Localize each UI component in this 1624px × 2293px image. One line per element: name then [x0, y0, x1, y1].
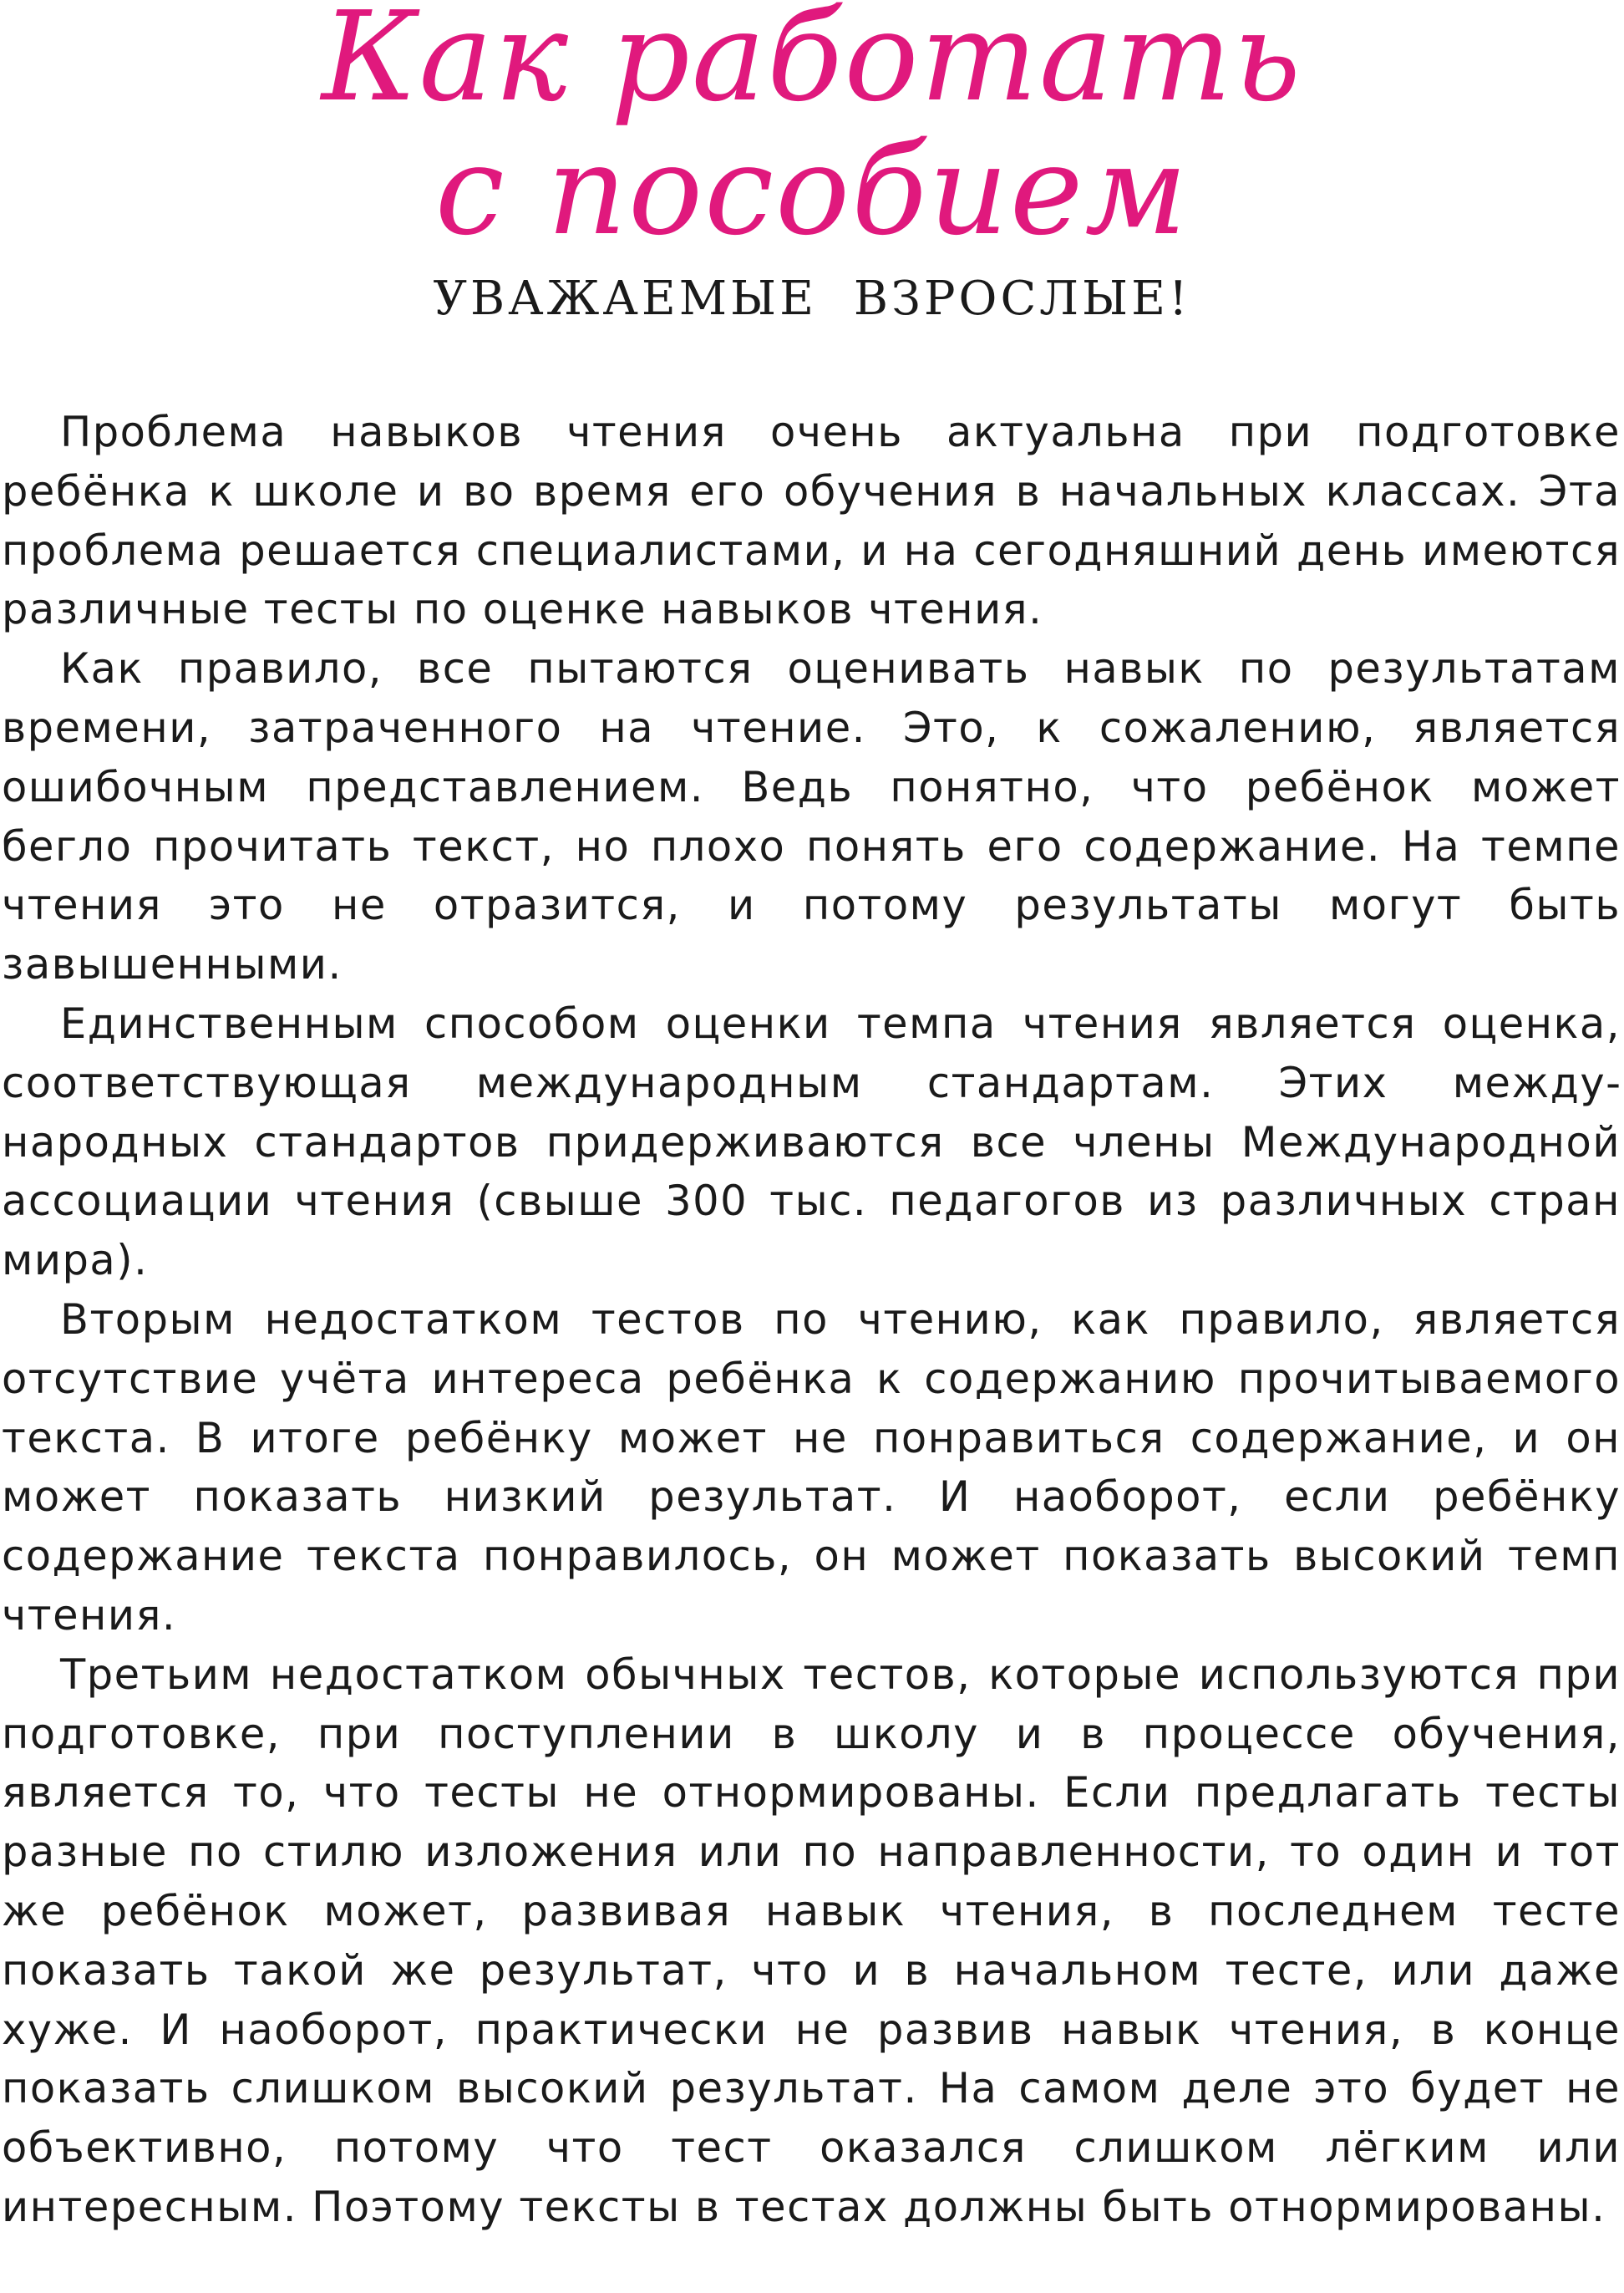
- page-title-line-2: с пособием: [434, 119, 1190, 262]
- page-title-line-1: Как работать: [321, 0, 1303, 129]
- body-text: [2, 403, 1621, 2237]
- paragraph-third-drawback: Третьим недостатком обычных тестов, которые используются при подготовке, при поступлении в школу и в процессе обучения, является то, что тесты не отнормированы. Если предлагать тесты разные по стилю изложения или по направленности, то один и тот же ребёнок может, развивая навык чтения, в последнем тесте показать такой же результат, что и в начальном тесте, или даже хуже. И наоборот, практически не развив навык чтения, в конце показать слишком высокий результат. На самом деле это будет не объективно, потому что тест оказался слишком лёгким или интересным. Поэтому тексты в тестах должны быть отнормированы.: [2, 1650, 1621, 2231]
- paragraph-second-drawback: Вторым недостатком тестов по чтению, как правило, является отсутствие учёта интереса ребёнка к содержанию прочитываемого текста. В итоге ребёнку может не понравиться содержание, и он может показать низкий результат. И наоборот, если ребёнку содержание текста понравилось, он может показать высокий темп чтения.: [2, 1294, 1621, 1640]
- page-title: [0, 0, 1624, 262]
- address-heading: УВАЖАЕМЫЕ ВЗРОСЛЫЕ!: [433, 272, 1191, 326]
- paragraph-international-standards: Единственным способом оценки темпа чтения является оценка, соответствующая международным стандартам. Этих международных стандартов придерживаются все члены Международной ассоциации чтения (свыше 300 тыс. педагогов из различных стран мира).: [2, 999, 1621, 1285]
- paragraph-reading-problem: Проблема навыков чтения очень актуальна при подготовке ребёнка к школе и во время его обучения в начальных классах. Эта проблема решается специалистами, и на сегодняшний день имеются различные тесты по оценке навыков чтения.: [2, 408, 1621, 634]
- paragraph-time-assessment: Как правило, все пытаются оценивать навык по результатам времени, затраченного на чтение. Это, к сожалению, является ошибочным представлением. Ведь понятно, что ребёнок может бегло прочитать текст, но плохо понять его содержание. На темпе чтения это не отразится, и потому результаты могут быть завышенными.: [2, 644, 1621, 989]
